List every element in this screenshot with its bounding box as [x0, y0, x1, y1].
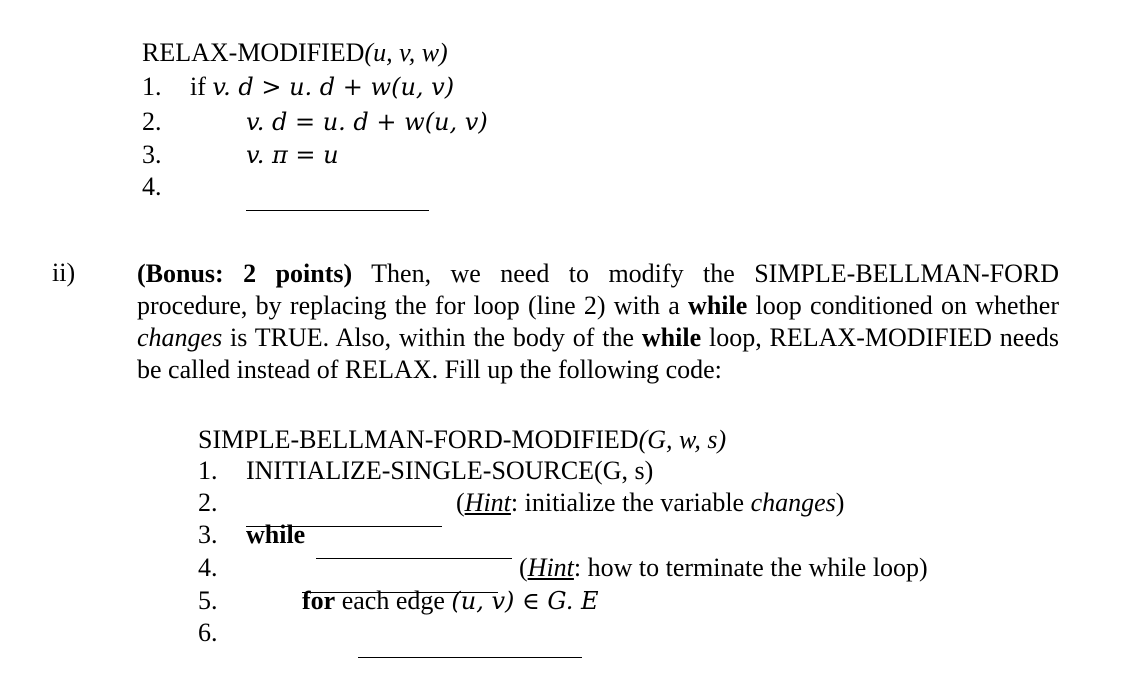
hint-text: : initialize the variable — [510, 488, 751, 517]
sbf-line-number: 3. — [198, 520, 218, 549]
init-call: INITIALIZE-SINGLE-SOURCE(G, s) — [246, 456, 654, 485]
hint-paren: ) — [835, 488, 845, 517]
relax-condition: v. d > u. d + w(u, v) — [212, 73, 455, 101]
changes-variable: changes — [137, 323, 223, 352]
changes-variable: changes — [750, 488, 836, 517]
while-keyword: while — [688, 291, 748, 320]
hint-paren: ( — [519, 553, 528, 582]
while-keyword: while — [641, 323, 702, 352]
hint-word: Hint — [464, 488, 511, 517]
relax-line-number: 2. — [142, 107, 162, 136]
while-keyword: while — [246, 520, 306, 549]
relax-line-3: v. π = u — [246, 141, 339, 169]
sbf-line-1 — [246, 456, 653, 486]
question-text: loop, RELAX-MODIFIED needs be called instead of RELAX. Fill up the following code: — [137, 323, 1060, 384]
relax-line-4-blank[interactable] — [246, 198, 429, 216]
sbf-line-number: 6. — [198, 618, 218, 647]
edge-set-math: (u, v) ∈ G. E — [451, 587, 599, 615]
for-text: each edge — [335, 586, 452, 615]
hint-text: : how to terminate the while loop) — [573, 553, 928, 582]
if-keyword: if — [190, 72, 206, 101]
sbf-line-5 — [302, 586, 599, 616]
sbf-line-3-blank[interactable] — [316, 546, 512, 564]
sbf-line-3 — [246, 520, 305, 550]
sbf-line-6-blank[interactable] — [358, 645, 582, 663]
sbf-line-number: 2. — [198, 488, 218, 517]
sbf-line-number: 5. — [198, 586, 218, 615]
relax-title-name: RELAX-MODIFIED — [142, 38, 365, 67]
sbf-line-number: 4. — [198, 553, 218, 582]
sbf-procedure-title — [198, 425, 726, 455]
relax-line-number: 1. — [142, 72, 162, 101]
sbf-title-name: SIMPLE-BELLMAN-FORD-MODIFIED — [198, 425, 639, 454]
sbf-title-args: (G, w, s) — [638, 425, 727, 454]
for-keyword: for — [302, 586, 336, 615]
question-label: ii) — [52, 258, 76, 287]
question-text: Then, we need to modify the SIMPLE-BELLMAN-FORD procedure, by replacing the for loop (line 2) with a — [137, 259, 1060, 320]
sbf-line-4-hint — [519, 553, 928, 583]
bonus-label: (Bonus: 2 points) — [137, 259, 353, 288]
hint-paren: ( — [456, 488, 465, 517]
relax-line-2: v. d = u. d + w(u, v) — [246, 108, 488, 136]
sbf-line-number: 1. — [198, 456, 218, 485]
question-paragraph — [137, 258, 1059, 386]
relax-procedure-title — [142, 38, 448, 68]
relax-line-number: 4. — [142, 172, 162, 201]
sbf-line-2-hint — [456, 488, 844, 518]
hint-word: Hint — [527, 553, 574, 582]
question-text: is TRUE. Also, within the body of the — [222, 323, 642, 352]
relax-title-args: (u, v, w) — [364, 38, 448, 67]
relax-line-1 — [190, 72, 454, 102]
relax-line-number: 3. — [142, 140, 162, 169]
question-text: loop conditioned on whether — [747, 291, 1059, 320]
